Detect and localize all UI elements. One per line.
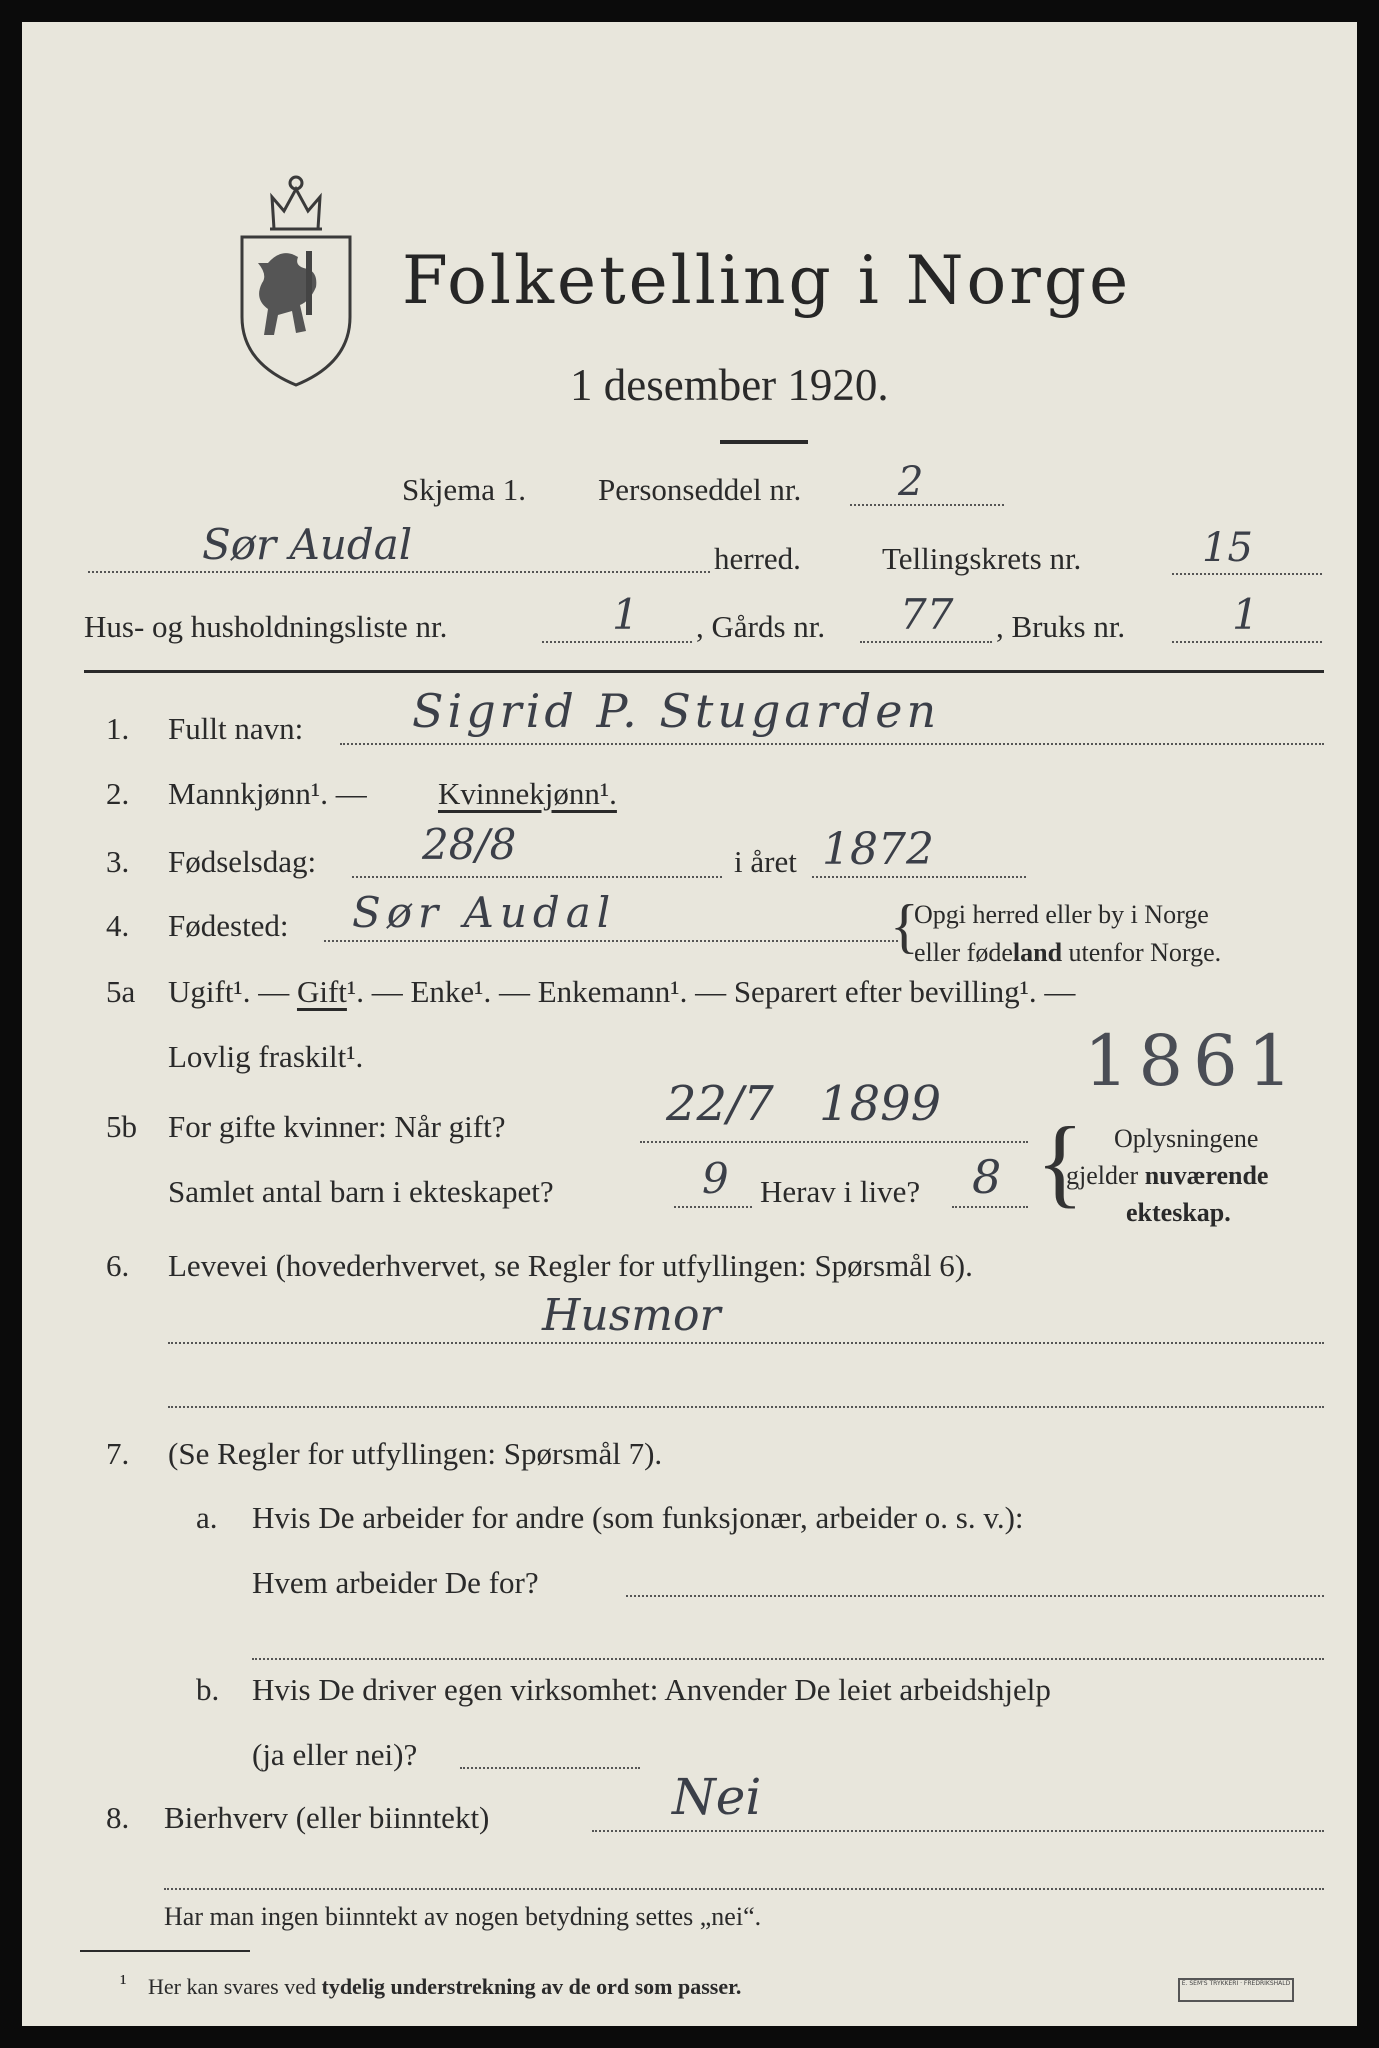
footnote-part1: Her kan svares ved <box>148 1974 316 1999</box>
q7-label: (Se Regler for utfyllingen: Spørsmål 7). <box>168 1436 663 1471</box>
full-name-field[interactable] <box>340 743 1324 745</box>
occupation-value: Husmor <box>542 1290 721 1341</box>
employer-field-1[interactable] <box>626 1595 1324 1597</box>
hus-value: 1 <box>612 590 639 639</box>
q1-label: Fullt navn: <box>168 711 304 746</box>
employer-field-2[interactable] <box>252 1658 1324 1660</box>
herred-field[interactable] <box>88 571 710 573</box>
birth-year-field[interactable] <box>812 876 1026 878</box>
q7a-line1: Hvis De arbeider for andre (som funksjonær, arbeider o. s. v.): <box>252 1500 1024 1535</box>
q4-note-part3: utenfor Norge. <box>1062 938 1222 967</box>
female-option: Kvinnekjønn¹. <box>438 776 617 811</box>
printer-stamp <box>1178 1978 1294 2002</box>
q4-note-line1: Opgi herred eller by i Norge <box>914 900 1209 929</box>
q6-label: Levevei (hovederhvervet, se Regler for utfyllingen: Spørsmål 6). <box>168 1248 973 1283</box>
marriage-date-field[interactable] <box>640 1141 1028 1143</box>
bruks-value: 1 <box>1232 590 1259 639</box>
q7b-letter: b. <box>196 1672 220 1707</box>
children-total-value: 9 <box>702 1154 729 1203</box>
q2-number: 2. <box>106 776 130 811</box>
tellingskrets-field[interactable] <box>1172 573 1322 575</box>
q3-label: Fødselsdag: <box>168 844 317 879</box>
hus-field[interactable] <box>542 641 692 643</box>
q4-number: 4. <box>106 908 130 943</box>
tellingskrets-label: Tellingskrets nr. <box>882 541 1082 576</box>
footnote-text <box>148 1976 741 1998</box>
q7a-line2: Hvem arbeider De for? <box>252 1565 539 1600</box>
q7a-letter: a. <box>196 1500 218 1535</box>
side-income-value: Nei <box>672 1768 762 1826</box>
footnote-number: ¹ <box>120 1970 127 1995</box>
q5b-note-line2 <box>1066 1163 1268 1189</box>
q3-number: 3. <box>106 844 130 879</box>
form-title: Folketelling i Norge <box>402 242 1132 319</box>
q5b-note-line1: Oplysningene <box>1114 1124 1259 1153</box>
header-rule <box>84 670 1324 673</box>
personseddel-label: Personseddel nr. <box>598 472 802 507</box>
hus-label: Hus- og husholdningsliste nr. <box>84 609 448 644</box>
q8-number: 8. <box>106 1800 130 1835</box>
herred-value: Sør Audal <box>202 520 413 569</box>
children-alive-label: Herav i live? <box>760 1174 921 1209</box>
q4-brace: { <box>890 893 919 959</box>
bruks-field[interactable] <box>1172 641 1322 643</box>
herred-label: herred. <box>714 541 801 576</box>
q6-number: 6. <box>106 1248 130 1283</box>
q5a-number: 5a <box>106 974 136 1009</box>
footnote-rule <box>80 1950 250 1952</box>
q8-label: Bierhverv (eller biinntekt) <box>164 1800 490 1835</box>
coat-of-arms-icon <box>234 167 358 389</box>
q5b-note-part1: gjelder <box>1066 1161 1139 1190</box>
q1-number: 1. <box>106 711 130 746</box>
q5a-line1 <box>168 976 1075 1007</box>
marriage-date-label: For gifte kvinner: Når gift? <box>168 1109 506 1144</box>
children-total-field[interactable] <box>674 1206 752 1208</box>
full-name-value: Sigrid P. Stugarden <box>412 684 941 738</box>
q4-note-line2 <box>914 940 1221 966</box>
census-date: 1 desember 1920. <box>570 360 889 410</box>
birth-year-label: i året <box>734 844 797 879</box>
side-income-note: Har man ingen biinntekt av nogen betydning settes „nei“. <box>164 1902 762 1931</box>
q5b-note-part2: nuværende <box>1144 1161 1269 1190</box>
census-form <box>22 22 1357 2026</box>
occupation-field-1[interactable] <box>168 1342 1324 1344</box>
hired-help-field[interactable] <box>460 1767 640 1769</box>
q4-note-part2: land <box>1012 938 1063 967</box>
side-income-field-2[interactable] <box>164 1888 1324 1890</box>
skjema-label: Skjema 1. <box>402 472 526 507</box>
q4-label: Fødested: <box>168 908 289 943</box>
q5b-brace: { <box>1036 1106 1084 1217</box>
marital-options-rest: ¹. — Enke¹. — Enkemann¹. — Separert efter bevilling¹. — <box>346 974 1076 1009</box>
side-income-field[interactable] <box>592 1830 1324 1832</box>
occupation-field-2[interactable] <box>168 1406 1324 1408</box>
q7-number: 7. <box>106 1436 130 1471</box>
q4-note-part1: eller føde <box>914 938 1013 967</box>
bruks-label: , Bruks nr. <box>996 609 1126 644</box>
unmarried-option: Ugift¹. — <box>168 974 290 1009</box>
gards-value: 77 <box>900 590 954 639</box>
q7b-line2: (ja eller nei)? <box>252 1737 418 1772</box>
gards-field[interactable] <box>860 641 992 643</box>
q7b-line1: Hvis De driver egen virksomhet: Anvender De leiet arbeidshjelp <box>252 1672 1051 1707</box>
birthplace-value: Sør Audal <box>352 888 617 937</box>
q5b-note-line3: ekteskap. <box>1126 1198 1231 1227</box>
married-option: Gift <box>296 974 347 1009</box>
title-divider <box>720 440 808 444</box>
marriage-date-value: 22/7 1899 <box>666 1076 942 1132</box>
footnote-part2: tydelig understrekning av de ord som passer. <box>321 1974 742 1999</box>
birthday-value: 28/8 <box>422 820 517 869</box>
male-option: Mannkjønn¹. — <box>168 776 367 811</box>
children-total-label: Samlet antal barn i ekteskapet? <box>168 1174 554 1209</box>
children-alive-value: 8 <box>972 1150 1002 1204</box>
birthplace-field[interactable] <box>324 940 898 942</box>
personseddel-field[interactable] <box>850 504 1004 506</box>
personseddel-value: 2 <box>898 459 924 505</box>
printer-stamp-text: E. SEM'S TRYKKERI · FREDRIKSHALD <box>1181 1980 1291 1987</box>
gards-label: , Gårds nr. <box>696 609 826 644</box>
margin-year-note: 1861 <box>1084 1020 1303 1102</box>
children-alive-field[interactable] <box>952 1206 1028 1208</box>
divorced-option: Lovlig fraskilt¹. <box>168 1039 364 1074</box>
birthday-field[interactable] <box>352 876 722 878</box>
birth-year-value: 1872 <box>822 824 934 875</box>
tellingskrets-value: 15 <box>1202 525 1253 571</box>
q5b-number: 5b <box>106 1109 137 1144</box>
